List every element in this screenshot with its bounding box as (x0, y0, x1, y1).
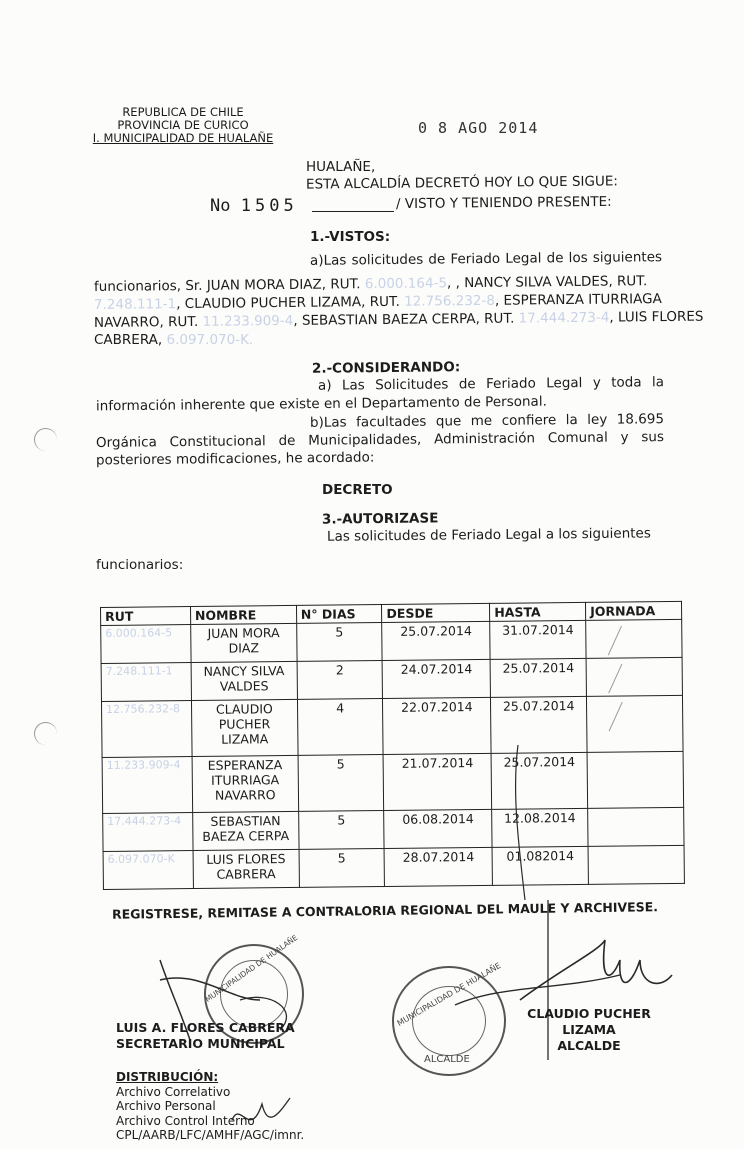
cell-dias: 5 (299, 849, 385, 888)
decree-number-value: 1505 (240, 196, 298, 216)
intro-line2: / VISTO Y TENIENDO PRESENTE: (395, 193, 612, 213)
cell-rut: 17.444.273-4 (103, 813, 193, 852)
secretario-name: LUIS A. FLORES CABRERA (116, 1020, 295, 1035)
intro-place: HUALAÑE, (306, 159, 376, 175)
seal-right-bottom: ALCALDE (424, 1054, 470, 1065)
cell-nombre: SEBASTIAN BAEZA CERPA (193, 811, 299, 850)
vistos-l4-redacted2: 17.444.273-4 (518, 309, 610, 327)
header-municipality: I. MUNICIPALIDAD DE HUALAÑE (92, 131, 274, 145)
cell-hasta: 25.07.2014 (491, 752, 587, 809)
alcalde-name: CLAUDIO PUCHER LIZAMA (527, 1006, 651, 1037)
cell-rut: 6.097.070-K (103, 851, 193, 890)
cell-desde: 24.07.2014 (382, 659, 490, 698)
closing-statement: REGISTRESE, REMITASE A CONTRALORIA REGIONAL DEL MAULE Y ARCHIVESE. (111, 899, 659, 922)
distribution-block (116, 1070, 304, 1143)
cell-dias: 4 (297, 699, 383, 756)
cell-desde: 06.08.2014 (384, 809, 492, 848)
col-header-desde: DESDE (382, 603, 490, 622)
cell-hasta: 01.082014 (492, 846, 588, 885)
vistos-l2-tail: , , NANCY SILVA VALDES, RUT. (446, 273, 648, 292)
intro-line1: ESTA ALCALDÍA DECRETÓ HOY LO QUE SIGUE: (305, 173, 619, 193)
vistos-l3-mid: , CLAUDIO PUCHER LIZAMA, RUT. (176, 293, 400, 313)
distribution-title: DISTRIBUCIÓN: (116, 1070, 219, 1084)
date-stamp: 0 8 AGO 2014 (418, 119, 539, 137)
col-header-hasta: HASTA (490, 602, 586, 621)
cell-dias: 2 (297, 661, 383, 700)
alcalde-signature-block (504, 1006, 674, 1054)
vistos-l2-redacted: 6.000.164-5 (364, 275, 448, 293)
col-header-rut: RUT (101, 607, 191, 626)
seal-right-text: MUNICIPALIDAD DE HUALAÑE (395, 961, 503, 1028)
cell-hasta: 25.07.2014 (491, 696, 587, 753)
vistos-l4-text: NAVARRO, RUT. (93, 313, 199, 331)
cell-dias: 5 (298, 811, 384, 850)
considerando-title: 2.-CONSIDERANDO: (311, 359, 461, 377)
col-header-dias: N° DIAS (296, 605, 382, 624)
cell-hasta: 31.07.2014 (490, 620, 586, 659)
vistos-l3-tail: , ESPERANZA ITURRIAGA (494, 291, 662, 309)
cell-nombre: ESPERANZA ITURRIAGA NAVARRO (192, 755, 298, 812)
considerando-b3: posteriores modificaciones, he acordado: (95, 449, 375, 469)
header-country: REPUBLICA DE CHILE (122, 105, 244, 119)
col-header-nombre: NOMBRE (190, 605, 296, 624)
cell-dias: 5 (296, 623, 382, 662)
decreto-title: DECRETO (322, 482, 393, 498)
vistos-l3-redacted2: 12.756.232-8 (404, 292, 496, 310)
vistos-l4-mid: , SEBASTIAN BAEZA CERPA, RUT. (293, 310, 515, 329)
considerando-b2: Orgánica Constitucional de Municipalidades, Administración Comunal y sus (95, 429, 665, 451)
considerando-b1: b)Las facultades que me confiere la ley 18.695 (309, 411, 665, 431)
secretario-signature-block (116, 1020, 295, 1052)
vistos-title: 1.-VISTOS: (310, 229, 391, 245)
cell-rut: 6.000.164-5 (101, 625, 191, 664)
cell-nombre: CLAUDIO PUCHER LIZAMA (191, 699, 297, 756)
vistos-l5-text: CABRERA, (94, 332, 163, 348)
cell-hasta: 12.08.2014 (492, 808, 588, 847)
vistos-l2-text: funcionarios, Sr. JUAN MORA DIAZ, RUT. (93, 276, 361, 295)
vistos-l4-tail: , LUIS FLORES (609, 308, 704, 326)
cell-dias: 5 (298, 755, 384, 812)
cell-nombre: JUAN MORA DIAZ (191, 623, 297, 662)
cell-desde: 21.07.2014 (383, 753, 491, 810)
vistos-l4-redacted: 11.233.909-4 (202, 312, 294, 330)
autorizase-title: 3.-AUTORIZASE (321, 510, 439, 528)
cell-rut: 11.233.909-4 (102, 757, 192, 814)
decreto-line2: funcionarios: (96, 557, 184, 573)
cell-nombre: NANCY SILVA VALDES (191, 661, 297, 700)
cell-rut: 12.756.232-8 (101, 701, 191, 758)
col-header-jornada: JORNADA (586, 601, 682, 620)
secretario-title: SECRETARIO MUNICIPAL (116, 1036, 285, 1051)
distribution-item: Archivo Personal (116, 1099, 216, 1113)
cell-hasta: 25.07.2014 (490, 658, 586, 697)
decreto-line1: Las solicitudes de Feriado Legal a los siguientes (326, 525, 651, 545)
alcalde-title: ALCALDE (557, 1038, 621, 1053)
cell-nombre: LUIS FLORES CABRERA (193, 849, 299, 888)
vistos-line1: a)Las solicitudes de Feriado Legal de los siguientes (309, 249, 663, 269)
distribution-item: Archivo Correlativo (116, 1084, 231, 1099)
seal-left-text: MUNICIPALIDAD DE HUALAÑE (203, 933, 300, 1004)
cell-desde: 28.07.2014 (384, 847, 492, 886)
cell-desde: 22.07.2014 (383, 697, 491, 754)
vistos-l3-redacted: 7.248.111-1 (93, 296, 177, 313)
header-province: PROVINCIA DE CURICO (117, 118, 249, 132)
cell-desde: 25.07.2014 (382, 621, 490, 660)
cell-rut: 7.248.111-1 (101, 663, 191, 702)
distribution-item: CPL/AARB/LFC/AMHF/AGC/imnr. (116, 1128, 305, 1142)
vistos-l5-redacted: 6.097.070-K. (166, 332, 254, 348)
decree-number-label: No (210, 196, 231, 216)
considerando-a2: información inherente que existe en el Departamento de Personal. (95, 393, 547, 415)
considerando-a1: a) Las Solicitudes de Feriado Legal y toda la (317, 374, 665, 394)
distribution-item: Archivo Control Interno (116, 1113, 255, 1128)
